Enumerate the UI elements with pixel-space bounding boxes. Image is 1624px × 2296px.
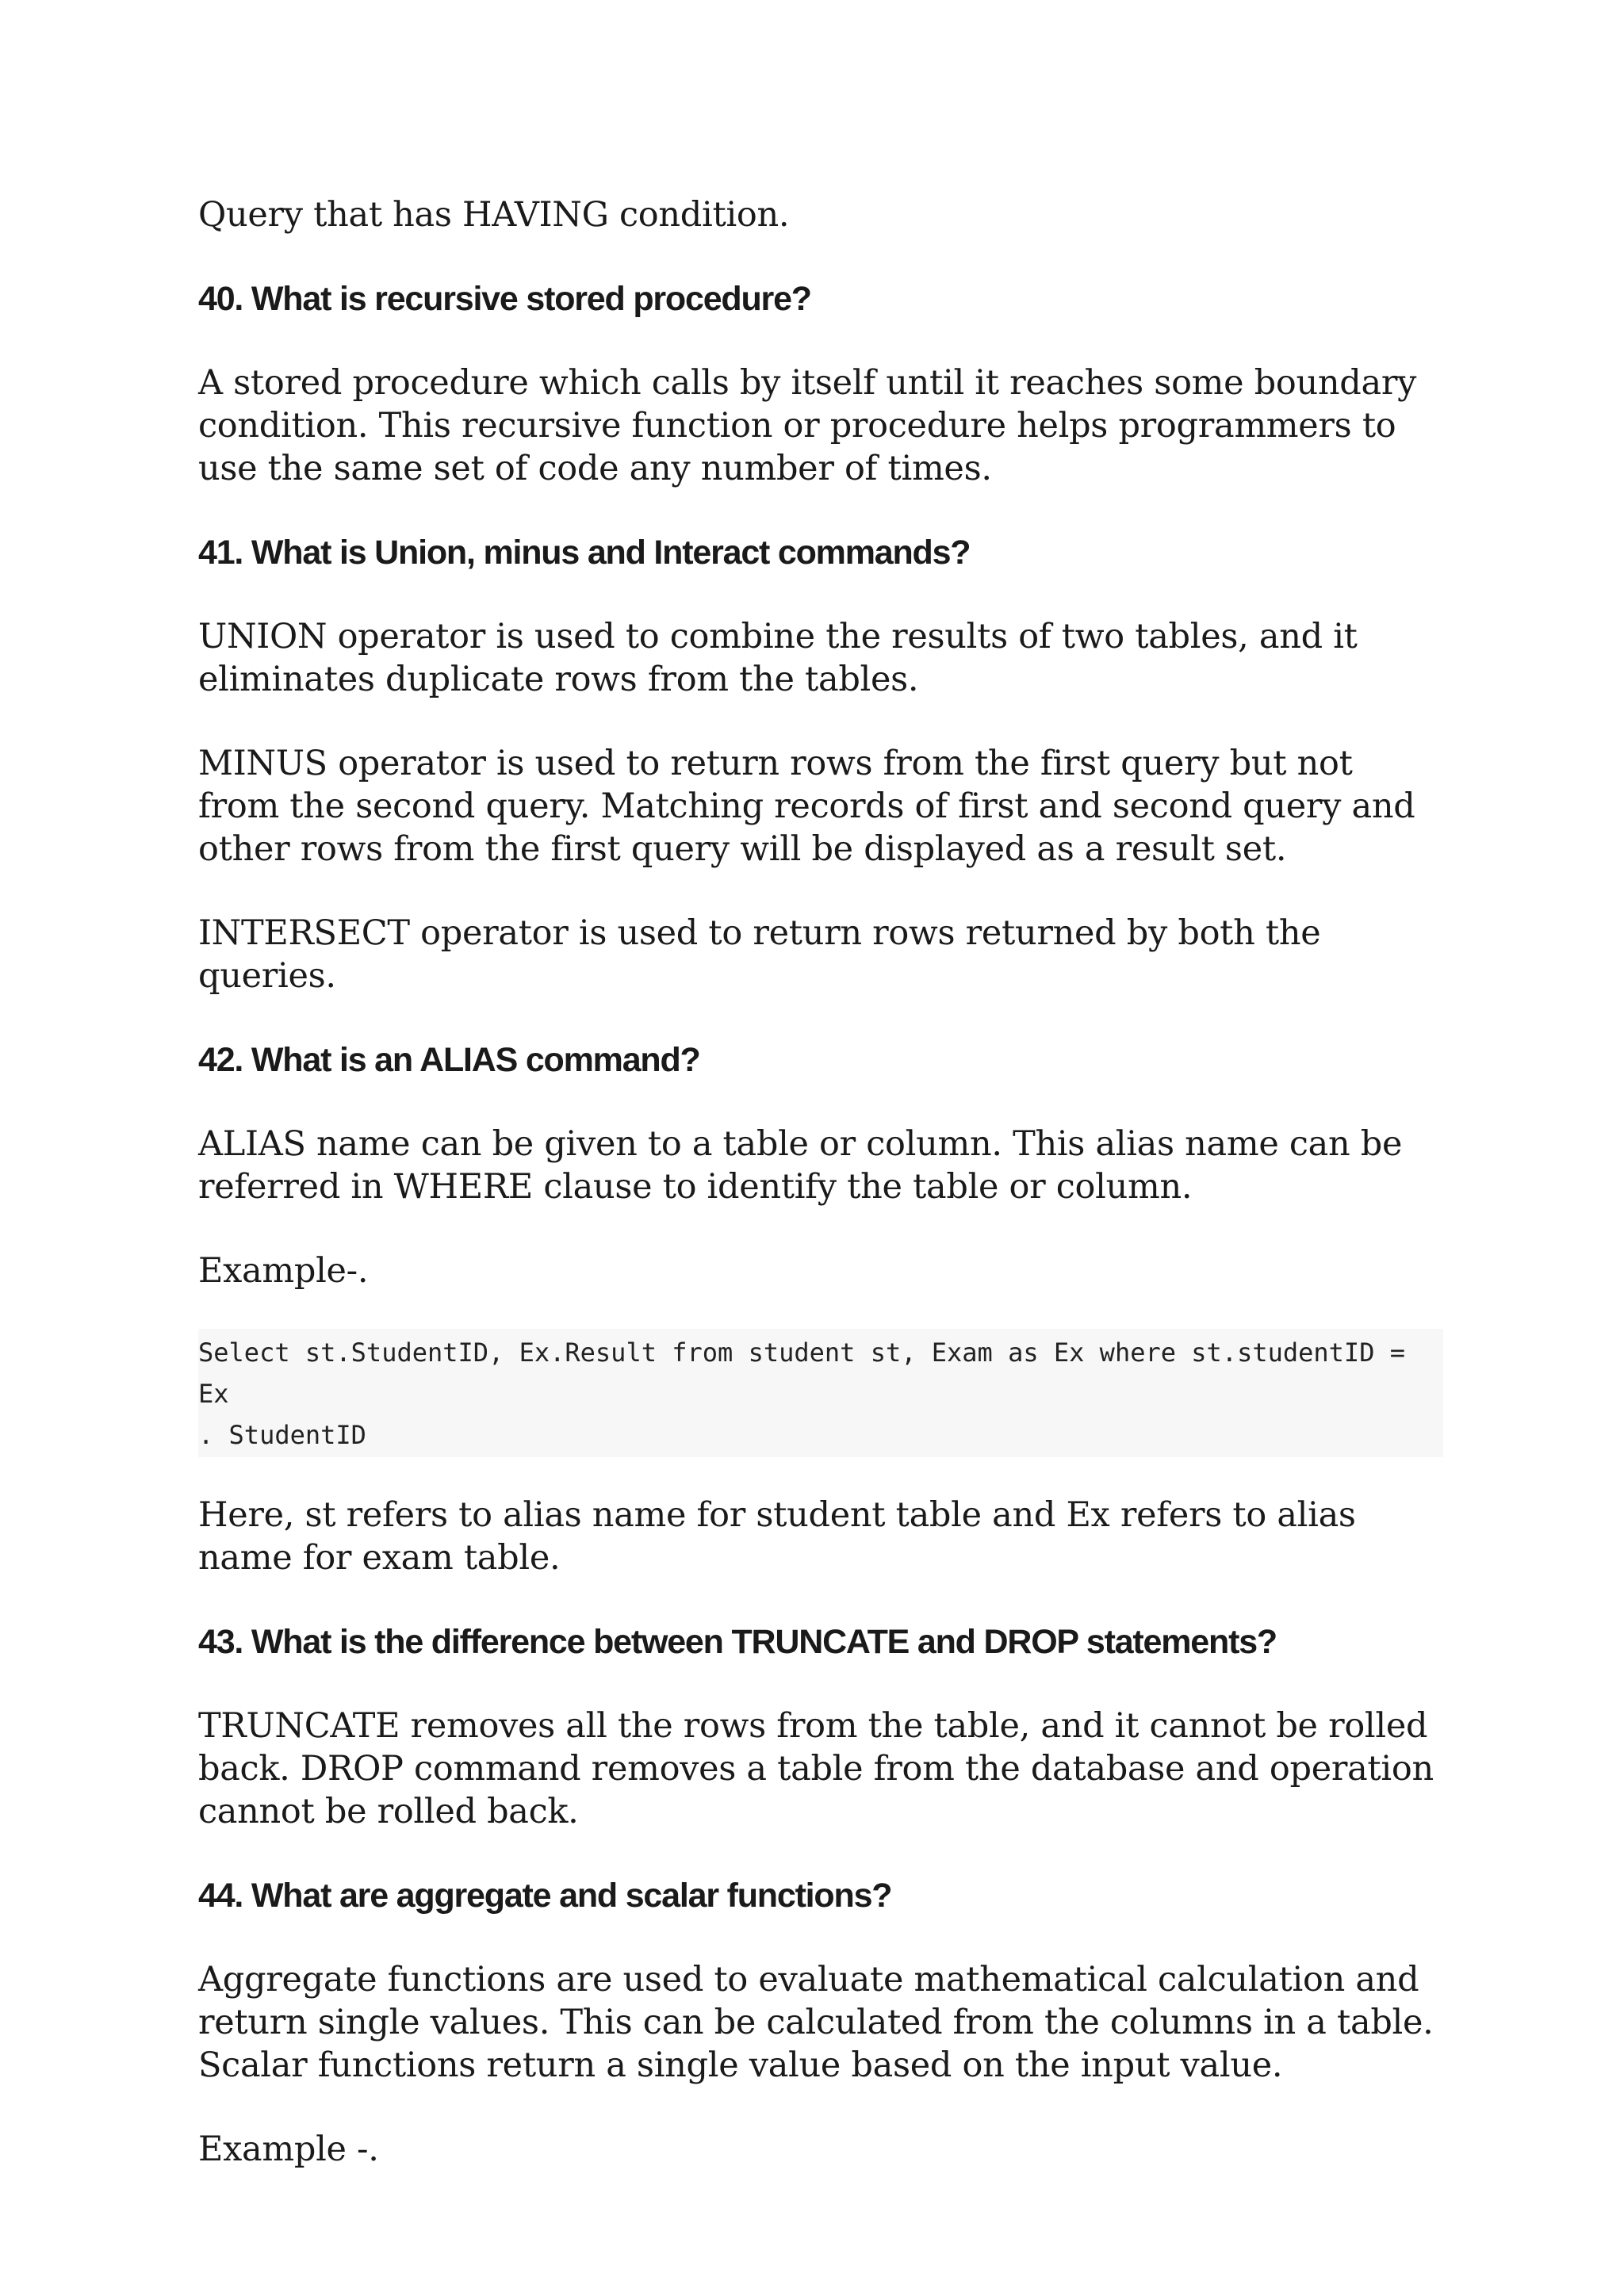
paragraph: ALIAS name can be given to a table or column. This alias name can be referred in WHERE clause to identify the table or column. — [198, 1124, 1403, 1207]
paragraph: INTERSECT operator is used to return rows returned by both the queries. — [198, 913, 1321, 996]
question-heading-40: 40. What is recursive stored procedure? — [198, 280, 811, 318]
paragraph: Query that has HAVING condition. — [198, 195, 790, 235]
example-label: Example -. — [198, 2130, 379, 2169]
paragraph: TRUNCATE removes all the rows from the table, and it cannot be rolled back. DROP command removes a table from the database and operation cannot be rolled back. — [198, 1706, 1434, 1831]
question-heading-44: 44. What are aggregate and scalar functions? — [198, 1877, 892, 1915]
question-heading-42: 42. What is an ALIAS command? — [198, 1041, 700, 1079]
question-heading-41: 41. What is Union, minus and Interact commands? — [198, 534, 971, 572]
paragraph: A stored procedure which calls by itself until it reaches some boundary condition. This recursive function or procedure helps programmers to use the same set of code any number of times. — [198, 363, 1417, 488]
paragraph: Here, st refers to alias name for student table and Ex refers to alias name for exam table. — [198, 1495, 1356, 1578]
paragraph: Aggregate functions are used to evaluate mathematical calculation and return single values. This can be calculated from the columns in a table. Scalar functions return a single value based on the input value. — [198, 1960, 1434, 2085]
paragraph: MINUS operator is used to return rows from the first query but not from the second query. Matching records of first and second query and other rows from the first query will be displayed as a result set. — [198, 744, 1415, 869]
question-heading-43: 43. What is the difference between TRUNCATE and DROP statements? — [198, 1623, 1277, 1661]
code-block: Select st.StudentID, Ex.Result from student st, Exam as Ex where st.studentID = Ex . StudentID — [198, 1329, 1443, 1457]
document-content — [198, 193, 1443, 2212]
paragraph: UNION operator is used to combine the results of two tables, and it eliminates duplicate rows from the tables. — [198, 617, 1358, 699]
example-label: Example-. — [198, 1251, 369, 1291]
